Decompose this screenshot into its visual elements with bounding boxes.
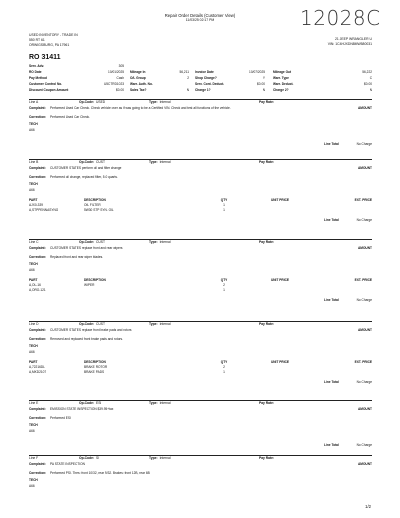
type-value: Internal [159, 321, 171, 326]
qty-col: QTY [220, 277, 228, 282]
line-total-value: No Charge [356, 442, 372, 447]
part-row [29, 289, 372, 293]
op-code [79, 101, 149, 105]
ext-price-col: EXT. PRICE [354, 277, 372, 282]
dealer-address: 550 RT 61 [29, 37, 45, 42]
description-col: DESCRIPTION [84, 277, 106, 282]
complaint-text: EMISSION STATE INSPECTION $39.95+tax [50, 407, 114, 411]
summary-label: RO Date [29, 70, 42, 75]
summary-value: $0.00 [116, 88, 124, 93]
op-code-label: Op-Code: [79, 239, 95, 244]
pay-rate-label: Pay Rate: [259, 321, 275, 326]
summary-label: Discount Coupon Amount [29, 88, 69, 93]
line-type [149, 323, 259, 327]
type-label: Type: [149, 159, 158, 164]
parts-header [29, 199, 372, 203]
correction-row [29, 417, 372, 421]
type-value: Internal [159, 159, 171, 164]
op-code [79, 161, 149, 165]
correction-label: Correction: [29, 415, 47, 420]
op-code-value: CUST [96, 321, 106, 326]
qty-col: QTY [220, 197, 228, 202]
unit-price-col: UNIT PRICE [270, 359, 290, 364]
complaint-text: CUSTOMER STATES replace front brake pads and rotors [50, 328, 132, 332]
tech-label: TECH [29, 182, 38, 187]
line-label: Line D [29, 321, 39, 326]
part-col: PART [29, 197, 38, 202]
op-code-value: CUST [96, 159, 106, 164]
complaint-label: Complaint: [29, 166, 46, 170]
line-label: Line E [29, 400, 39, 405]
unit-price-col: UNIT PRICE [270, 277, 290, 282]
summary-label: Warr. Type [273, 76, 289, 81]
line-label: Line A [29, 99, 39, 104]
part-unit-price [236, 284, 324, 288]
ext-price-col: EXT. PRICE [354, 197, 372, 202]
line-total-label: Line Total [324, 442, 339, 447]
part-qty: 1 [223, 202, 225, 207]
dealer-city: ORWIGSBURG, PA 17961 [29, 42, 70, 47]
tech-label: TECH [29, 262, 38, 267]
tech-id: A66 [29, 429, 35, 434]
line-total-value: No Charge [356, 379, 372, 384]
ext-price-col: EXT. PRICE [354, 359, 372, 364]
complaint-row [29, 107, 372, 111]
line-total-label: Line Total [324, 379, 339, 384]
parts-header [29, 361, 372, 365]
line-total-label: Line Total [324, 217, 339, 222]
summary-value: N [262, 88, 265, 93]
op-code [79, 402, 149, 406]
type-label: Type: [149, 321, 158, 326]
type-label: Type: [149, 239, 158, 244]
part-col: PART [29, 359, 38, 364]
line-total [29, 219, 372, 223]
line-label: Line C [29, 239, 39, 244]
line-total [29, 143, 372, 147]
summary-value: 56,211 [179, 70, 189, 75]
description-col: DESCRIPTION [84, 197, 106, 202]
line-total-value: No Charge [356, 217, 372, 222]
complaint-row [29, 329, 372, 333]
summary-value: 2 [187, 76, 189, 81]
line-header [29, 455, 372, 461]
part-qty: 1 [223, 288, 225, 293]
tech-label: TECH [29, 344, 38, 349]
summary-value: C [369, 76, 372, 81]
correction-text: Performed Used Car Check. [50, 114, 91, 119]
line-type [149, 402, 259, 406]
line-total-label: Line Total [324, 141, 339, 146]
amount-header: AMOUNT [358, 166, 372, 170]
summary-value: 10/01/2025 [108, 70, 124, 75]
correction-text: Performed oil change, replaced filter, 5.0 quarts. [50, 174, 118, 179]
description-col: DESCRIPTION [84, 359, 106, 364]
part-ext-price [324, 289, 372, 293]
part-description: OIL FILTER [84, 202, 101, 207]
op-code [79, 241, 149, 245]
summary-label: Mileage In [130, 70, 146, 75]
part-number: AJX0-339 [29, 202, 43, 207]
summary-label: Pay Method [29, 76, 47, 81]
part-row [29, 204, 372, 208]
part-qty: 2 [223, 282, 225, 287]
document-title: Repair Order Details (Customer View) [164, 13, 236, 18]
line-total [29, 381, 372, 385]
correction-text: Removed and replaced front brake pads and rotors. [50, 336, 124, 341]
summary-label: O/L Group [130, 76, 146, 81]
amount-header: AMOUNT [358, 106, 372, 110]
summary-value: U5CTRD1023 [103, 82, 124, 87]
handwritten-note: 12028C [300, 6, 381, 30]
part-unit-price [236, 366, 324, 370]
type-value: Internal [159, 99, 171, 104]
summary-value: 56,222 [362, 70, 372, 75]
part-number: A,ORO-121 [29, 288, 46, 293]
op-code-value: USED [96, 99, 106, 104]
complaint-row [29, 167, 372, 171]
part-unit-price [236, 209, 324, 213]
type-label: Type: [149, 400, 158, 405]
line-header [29, 239, 372, 245]
parts-header [29, 279, 372, 283]
part-unit-price [236, 371, 324, 375]
line-header [29, 99, 372, 105]
amount-header: AMOUNT [358, 246, 372, 250]
pay-rate-label: Pay Rate: [259, 99, 275, 104]
line-type [149, 101, 259, 105]
tech-id: A66 [29, 268, 35, 273]
dealer-name: USED INVENTORY - TRADE IN [29, 33, 78, 37]
part-qty: 1 [223, 208, 225, 213]
tech-id: A66 [29, 484, 35, 489]
tech-label: TECH [29, 478, 38, 483]
service-line [29, 99, 372, 146]
complaint-text: Performed Used Car Check. Check vehicle over as if was going to be a Certified VIN. Check and test all functions of the vehicle. [50, 106, 231, 110]
vehicle-description: 21 JEEP WRANGLER U [334, 37, 372, 41]
line-total-value: No Charge [356, 297, 372, 302]
line-header [29, 400, 372, 406]
summary-table [29, 64, 372, 94]
summary-value: $0.00 [364, 82, 372, 87]
correction-text: Performed ESI [50, 415, 71, 420]
part-number: A,MKD2107 [29, 370, 47, 375]
summary-label: Customer Control No. [29, 82, 63, 87]
op-code-value: ESI [96, 400, 102, 405]
correction-text: Replaced front and rear wiper blades. [50, 254, 104, 259]
line-type [149, 241, 259, 245]
summary-value: N [186, 88, 189, 93]
correction-label: Correction: [29, 174, 47, 179]
summary-row [29, 88, 372, 94]
summary-value: 305 [118, 64, 124, 69]
op-code [79, 457, 149, 461]
unit-price-col: UNIT PRICE [270, 197, 290, 202]
print-date: 11/03/25 02:17 PM [185, 18, 215, 22]
correction-row [29, 116, 372, 120]
op-code-label: Op-Code: [79, 321, 95, 326]
part-row [29, 209, 372, 213]
part-description: BRAKE ROTOR [84, 364, 108, 369]
part-row [29, 284, 372, 288]
complaint-label: Complaint: [29, 246, 46, 250]
summary-label: Charge 2? [273, 88, 289, 93]
service-line [29, 400, 372, 447]
summary-label: Mileage Out [273, 70, 292, 75]
qty-col: QTY [220, 359, 228, 364]
service-line [29, 321, 372, 384]
line-type [149, 161, 259, 165]
type-label: Type: [149, 455, 158, 460]
complaint-label: Complaint: [29, 407, 46, 411]
part-qty: 2 [223, 364, 225, 369]
summary-value: N [369, 88, 372, 93]
complaint-row [29, 463, 372, 467]
correction-label: Correction: [29, 114, 47, 119]
part-unit-price [236, 204, 324, 208]
line-label: Line F [29, 455, 39, 460]
correction-row [29, 472, 372, 476]
part-description: WIPER [84, 282, 95, 287]
correction-label: Correction: [29, 470, 47, 475]
complaint-label: Complaint: [29, 106, 46, 110]
correction-row [29, 176, 372, 180]
summary-value: 10/07/2025 [249, 70, 265, 75]
ro-number: RO 31411 [29, 54, 61, 61]
tech-id: A66 [29, 188, 35, 193]
line-total-value: No Charge [356, 141, 372, 146]
type-value: Internal [159, 400, 171, 405]
tech-label: TECH [29, 423, 38, 428]
op-code-label: Op-Code: [79, 400, 95, 405]
page-number: 1/2 [365, 504, 371, 510]
part-row [29, 366, 372, 370]
dealer-block [29, 33, 78, 47]
op-code-value: SI [96, 455, 100, 460]
summary-value: Cash [116, 76, 124, 81]
summary-label: Warr. Deduct. [273, 82, 294, 87]
part-ext-price [324, 366, 372, 370]
vehicle-block [328, 37, 372, 47]
part-number: A,72216DL [29, 364, 45, 369]
complaint-row [29, 247, 372, 251]
summary-label: Charge 1? [195, 88, 211, 93]
line-total-label: Line Total [324, 297, 339, 302]
part-description [84, 289, 212, 293]
part-unit-price [236, 289, 324, 293]
summary-label: Shop Charge? [195, 76, 217, 81]
correction-label: Correction: [29, 254, 47, 259]
complaint-label: Complaint: [29, 462, 46, 466]
complaint-text: CUSTOMER STATES perform oil and filter change [50, 166, 122, 170]
op-code-value: CUST [96, 239, 106, 244]
correction-text: Performed PSI. Tires: front 10/32, rear 9/32. Brakes: front 12B, rear 6B [50, 470, 150, 475]
complaint-text: CUSTOMER STATES replace front and rear wipers [50, 246, 123, 250]
correction-label: Correction: [29, 336, 47, 341]
pay-rate-label: Pay Rate: [259, 400, 275, 405]
part-ext-price [324, 284, 372, 288]
amount-header: AMOUNT [358, 328, 372, 332]
op-code-label: Op-Code: [79, 159, 95, 164]
summary-label: Sales Tax? [130, 88, 147, 93]
correction-row [29, 256, 372, 260]
line-type [149, 457, 259, 461]
tech-id: A66 [29, 128, 35, 133]
service-line [29, 455, 372, 489]
complaint-text: PA STATE INSPECTION [50, 462, 85, 466]
part-description: BRAKE PADS [84, 370, 105, 375]
part-ext-price [324, 371, 372, 375]
complaint-label: Complaint: [29, 328, 46, 332]
summary-value: Y [262, 76, 265, 81]
line-total [29, 444, 372, 448]
tech-label: TECH [29, 122, 38, 127]
service-line [29, 159, 372, 222]
summary-label: Invoice Date [195, 70, 214, 75]
amount-header: AMOUNT [358, 462, 372, 466]
part-ext-price [324, 204, 372, 208]
correction-row [29, 338, 372, 342]
type-value: Internal [159, 455, 171, 460]
part-ext-price [324, 209, 372, 213]
op-code-label: Op-Code: [79, 99, 95, 104]
part-col: PART [29, 277, 38, 282]
pay-rate-label: Pay Rate: [259, 455, 275, 460]
op-code [79, 323, 149, 327]
type-label: Type: [149, 99, 158, 104]
type-value: Internal [159, 239, 171, 244]
part-description: 5W30 STP SYN. OIL [84, 208, 114, 213]
pay-rate-label: Pay Rate: [259, 159, 275, 164]
amount-header: AMOUNT [358, 407, 372, 411]
part-number: A,STPPENNASYNG [29, 208, 59, 213]
part-number: A,OL-16 [29, 282, 41, 287]
pay-rate-label: Pay Rate: [259, 239, 275, 244]
summary-value: $0.00 [257, 82, 265, 87]
complaint-row [29, 408, 372, 412]
line-header [29, 159, 372, 165]
part-row [29, 371, 372, 375]
summary-label: Serv. Adv. [29, 64, 44, 69]
service-line [29, 239, 372, 302]
summary-label: Serv. Cont. Deduct. [195, 82, 225, 87]
part-qty: 1 [223, 370, 225, 375]
vehicle-vin: VIN: 1C4HJXDN8MW580031 [327, 41, 372, 46]
summary-label: Warr. Auth. No. [130, 82, 153, 87]
line-label: Line B [29, 159, 39, 164]
line-header [29, 321, 372, 327]
tech-id: A66 [29, 350, 35, 355]
line-total [29, 299, 372, 303]
op-code-label: Op-Code: [79, 455, 95, 460]
